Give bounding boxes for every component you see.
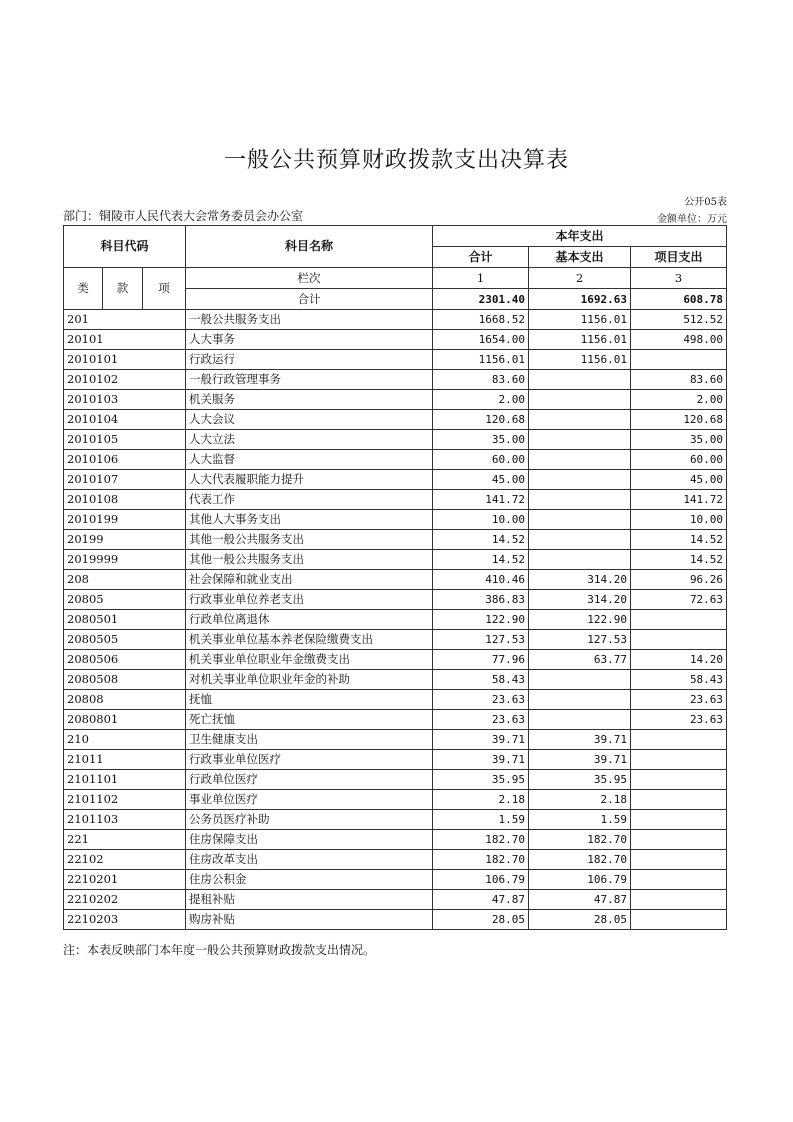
row-name: 一般公共服务支出 [186,310,433,330]
expenditure-table [63,225,727,930]
row-project [631,350,727,370]
row-project [631,770,727,790]
row-name: 提租补贴 [186,890,433,910]
row-basic: 35.95 [529,770,631,790]
row-total: 77.96 [433,650,529,670]
row-total: 410.46 [433,570,529,590]
row-basic: 1156.01 [529,350,631,370]
row-name: 其他一般公共服务支出 [186,550,433,570]
row-basic: 182.70 [529,850,631,870]
row-total: 47.87 [433,890,529,910]
row-name: 行政事业单位养老支出 [186,590,433,610]
row-project: 14.52 [631,530,727,550]
row-code: 20101 [64,330,186,350]
table-row [64,790,727,810]
table-row [64,830,727,850]
department-label: 部门：铜陵市人民代表大会常务委员会办公室 [63,209,304,223]
row-project [631,850,727,870]
table-row [64,890,727,910]
row-project: 83.60 [631,370,727,390]
row-code: 2210201 [64,870,186,890]
row-name: 行政事业单位医疗 [186,750,433,770]
row-name: 人大立法 [186,430,433,450]
row-code: 2010105 [64,430,186,450]
row-code: 2010106 [64,450,186,470]
header-kuan: 款 [103,268,143,310]
form-number: 公开05表 [684,197,727,208]
row-basic [529,470,631,490]
row-name: 行政单位医疗 [186,770,433,790]
table-row [64,870,727,890]
row-total: 106.79 [433,870,529,890]
table-row [64,310,727,330]
row-code: 21011 [64,750,186,770]
amount-unit: 金额单位：万元 [657,214,727,225]
row-project: 72.63 [631,590,727,610]
row-basic: 106.79 [529,870,631,890]
row-code: 2010102 [64,370,186,390]
row-name: 社会保障和就业支出 [186,570,433,590]
row-total: 182.70 [433,850,529,870]
row-basic [529,670,631,690]
row-code: 20199 [64,530,186,550]
table-row [64,470,727,490]
row-project: 498.00 [631,330,727,350]
row-project: 96.26 [631,570,727,590]
row-name: 其他人大事务支出 [186,510,433,530]
row-total: 23.63 [433,710,529,730]
row-name: 对机关事业单位职业年金的补助 [186,670,433,690]
row-basic: 127.53 [529,630,631,650]
row-basic: 39.71 [529,750,631,770]
row-project: 23.63 [631,690,727,710]
sum-row-label: 合计 [186,289,433,310]
row-name: 人大事务 [186,330,433,350]
header-code: 科目代码 [64,226,186,268]
row-basic [529,530,631,550]
row-basic: 314.20 [529,590,631,610]
row-name: 人大会议 [186,410,433,430]
row-code: 221 [64,830,186,850]
column-number-label: 栏次 [186,268,433,289]
row-basic [529,710,631,730]
row-total: 45.00 [433,470,529,490]
row-project [631,730,727,750]
row-code: 2080501 [64,610,186,630]
row-project: 45.00 [631,470,727,490]
table-row [64,570,727,590]
row-code: 2010101 [64,350,186,370]
row-total: 122.90 [433,610,529,630]
table-row [64,430,727,450]
row-code: 2010103 [64,390,186,410]
table-row [64,730,727,750]
row-code: 20805 [64,590,186,610]
row-project: 2.00 [631,390,727,410]
table-row [64,710,727,730]
row-code: 2080508 [64,670,186,690]
row-basic [529,370,631,390]
row-name: 公务员医疗补助 [186,810,433,830]
table-row [64,670,727,690]
row-code: 2210202 [64,890,186,910]
row-name: 住房改革支出 [186,850,433,870]
table-row [64,450,727,470]
row-name: 卫生健康支出 [186,730,433,750]
header-xiang: 项 [143,268,186,310]
row-basic: 47.87 [529,890,631,910]
row-project [631,890,727,910]
row-code: 2010108 [64,490,186,510]
row-total: 1156.01 [433,350,529,370]
row-name: 机关事业单位基本养老保险缴费支出 [186,630,433,650]
row-project: 141.72 [631,490,727,510]
row-code: 2101102 [64,790,186,810]
table-row [64,690,727,710]
row-name: 行政运行 [186,350,433,370]
row-name: 事业单位医疗 [186,790,433,810]
table-row [64,630,727,650]
table-row [64,370,727,390]
table-note: 注：本表反映部门本年度一般公共预算财政拨款支出情况。 [63,943,376,957]
table-row [64,590,727,610]
column-number-1: 1 [433,268,529,289]
row-basic: 314.20 [529,570,631,590]
table-row [64,390,727,410]
row-basic: 28.05 [529,910,631,930]
row-code: 2010199 [64,510,186,530]
table-row [64,810,727,830]
row-project: 60.00 [631,450,727,470]
header-name: 科目名称 [186,226,433,268]
row-code: 2080801 [64,710,186,730]
row-total: 182.70 [433,830,529,850]
row-total: 35.95 [433,770,529,790]
row-total: 39.71 [433,730,529,750]
row-code: 2101101 [64,770,186,790]
row-total: 120.68 [433,410,529,430]
row-total: 83.60 [433,370,529,390]
table-row [64,410,727,430]
row-basic [529,430,631,450]
row-project: 14.20 [631,650,727,670]
row-code: 22102 [64,850,186,870]
row-basic: 1156.01 [529,330,631,350]
row-project: 120.68 [631,410,727,430]
row-basic: 63.77 [529,650,631,670]
page-title: 一般公共预算财政拨款支出决算表 [223,148,569,173]
row-name: 购房补贴 [186,910,433,930]
row-project: 10.00 [631,510,727,530]
table-row [64,750,727,770]
row-basic: 39.71 [529,730,631,750]
row-name: 人大代表履职能力提升 [186,470,433,490]
row-total: 14.52 [433,530,529,550]
row-name: 其他一般公共服务支出 [186,530,433,550]
header-current-year: 本年支出 [433,226,727,247]
row-name: 抚恤 [186,690,433,710]
header-total: 合计 [433,247,529,268]
row-total: 1668.52 [433,310,529,330]
table-row [64,490,727,510]
row-total: 39.71 [433,750,529,770]
row-total: 14.52 [433,550,529,570]
row-name: 住房公积金 [186,870,433,890]
row-project [631,910,727,930]
row-basic [529,510,631,530]
row-total: 60.00 [433,450,529,470]
row-total: 1.59 [433,810,529,830]
row-total: 23.63 [433,690,529,710]
row-project [631,790,727,810]
row-name: 一般行政管理事务 [186,370,433,390]
row-name: 死亡抚恤 [186,710,433,730]
row-basic [529,550,631,570]
row-code: 2101103 [64,810,186,830]
row-code: 20808 [64,690,186,710]
row-project [631,610,727,630]
row-total: 1654.00 [433,330,529,350]
row-basic: 182.70 [529,830,631,850]
row-project: 14.52 [631,550,727,570]
row-basic [529,690,631,710]
row-total: 386.83 [433,590,529,610]
row-total: 2.00 [433,390,529,410]
row-basic: 1156.01 [529,310,631,330]
table-row [64,770,727,790]
row-code: 2210203 [64,910,186,930]
row-project [631,870,727,890]
row-project: 58.43 [631,670,727,690]
row-project: 35.00 [631,430,727,450]
column-number-2: 2 [529,268,631,289]
row-code: 2019999 [64,550,186,570]
row-total: 2.18 [433,790,529,810]
column-number-3: 3 [631,268,727,289]
table-row [64,910,727,930]
table-row [64,550,727,570]
row-basic [529,390,631,410]
row-code: 2080505 [64,630,186,650]
row-code: 208 [64,570,186,590]
row-total: 58.43 [433,670,529,690]
row-basic: 122.90 [529,610,631,630]
header-lei: 类 [64,268,103,310]
sum-basic: 1692.63 [529,289,631,310]
row-basic [529,450,631,470]
table-row [64,850,727,870]
row-code: 2010107 [64,470,186,490]
row-name: 住房保障支出 [186,830,433,850]
row-basic [529,410,631,430]
table-row [64,330,727,350]
header-project: 项目支出 [631,247,727,268]
table-row [64,650,727,670]
row-total: 35.00 [433,430,529,450]
row-project [631,830,727,850]
row-name: 机关服务 [186,390,433,410]
row-name: 机关事业单位职业年金缴费支出 [186,650,433,670]
table-row [64,350,727,370]
row-project [631,810,727,830]
row-name: 人大监督 [186,450,433,470]
sum-project: 608.78 [631,289,727,310]
row-total: 141.72 [433,490,529,510]
row-name: 代表工作 [186,490,433,510]
row-code: 201 [64,310,186,330]
row-code: 210 [64,730,186,750]
row-total: 127.53 [433,630,529,650]
row-project [631,750,727,770]
sum-total: 2301.40 [433,289,529,310]
row-total: 10.00 [433,510,529,530]
row-code: 2010104 [64,410,186,430]
table-row [64,510,727,530]
row-basic: 1.59 [529,810,631,830]
row-total: 28.05 [433,910,529,930]
table-row [64,530,727,550]
row-basic [529,490,631,510]
header-basic: 基本支出 [529,247,631,268]
table-row [64,610,727,630]
row-name: 行政单位离退休 [186,610,433,630]
row-code: 2080506 [64,650,186,670]
row-project [631,630,727,650]
row-project: 512.52 [631,310,727,330]
row-project: 23.63 [631,710,727,730]
row-basic: 2.18 [529,790,631,810]
